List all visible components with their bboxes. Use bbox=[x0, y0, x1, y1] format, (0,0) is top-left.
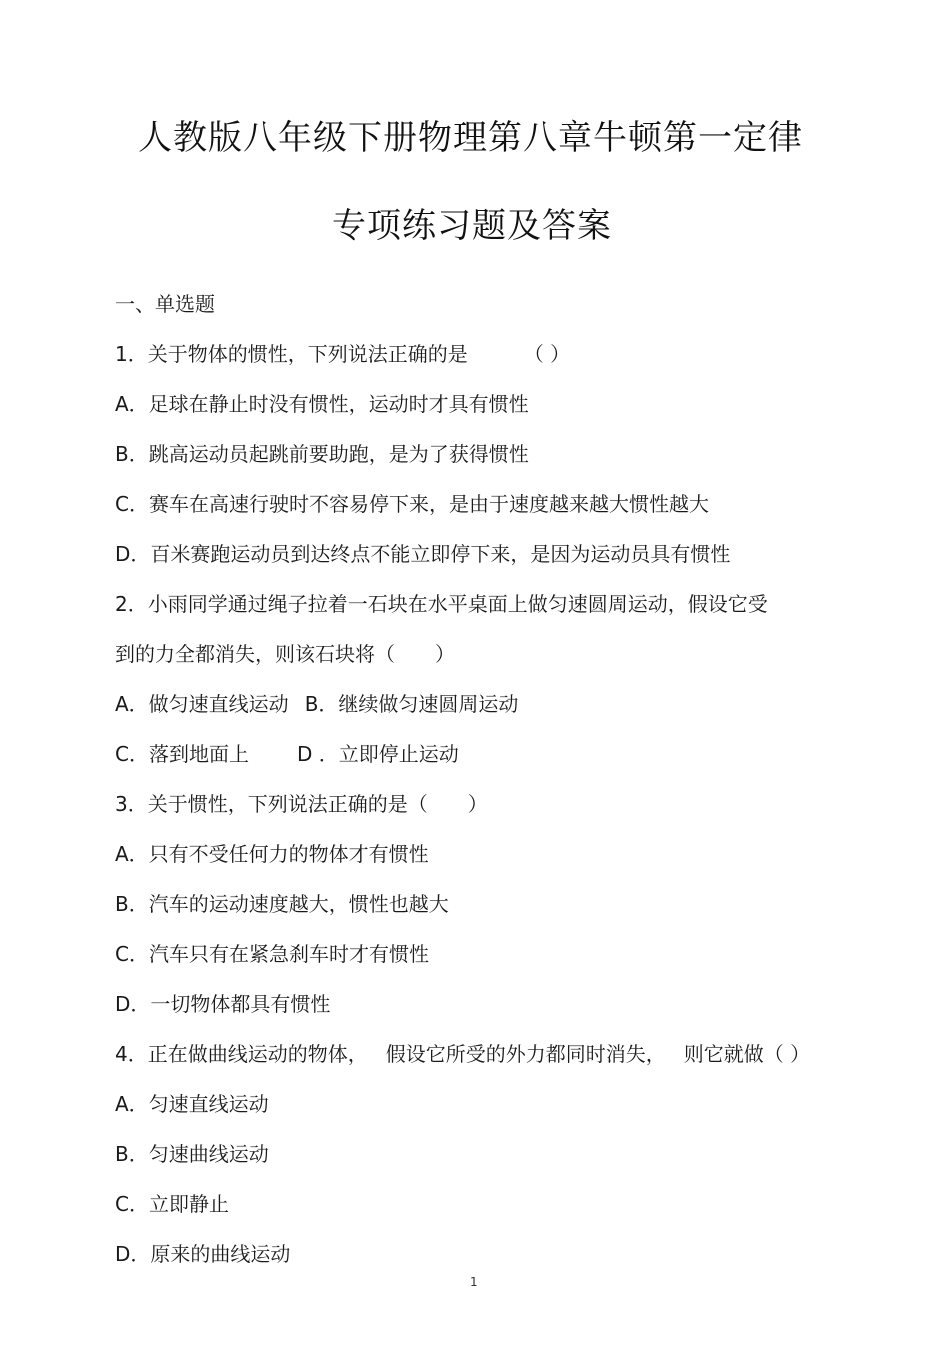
question-4-option-c: C．立即静止 bbox=[115, 1192, 229, 1216]
question-1-option-d: D．百米赛跑运动员到达终点不能立即停下来，是因为运动员具有惯性 bbox=[115, 542, 731, 566]
page-number: 1 bbox=[470, 1275, 478, 1289]
section-heading: 一、单选题 bbox=[115, 292, 215, 316]
document-title-line-2: 专项练习题及答案 bbox=[332, 206, 612, 246]
question-3-option-a: A．只有不受任何力的物体才有惯性 bbox=[115, 842, 429, 866]
question-3-option-d: D．一切物体都具有惯性 bbox=[115, 992, 331, 1016]
question-4-stem bbox=[115, 1038, 810, 1067]
question-1-option-b: B．跳高运动员起跳前要助跑，是为了获得惯性 bbox=[115, 442, 529, 466]
question-2-option-c: C．落到地面上 bbox=[115, 742, 249, 766]
document-title-line-1: 人教版八年级下册物理第八章牛顿第一定律 bbox=[138, 118, 803, 158]
question-3-stem: 3．关于惯性，下列说法正确的是（ ） bbox=[115, 792, 488, 816]
question-1-option-a: A．足球在静止时没有惯性，运动时才具有惯性 bbox=[115, 392, 529, 416]
question-4-option-b: B．匀速曲线运动 bbox=[115, 1142, 269, 1166]
question-1-blank: （ ） bbox=[523, 342, 571, 366]
question-3-option-b: B．汽车的运动速度越大，惯性也越大 bbox=[115, 892, 449, 916]
question-1-text: 1．关于物体的惯性，下列说法正确的是 bbox=[115, 342, 468, 366]
question-4-text-part-2: 假设它所受的外力都同时消失， bbox=[385, 1042, 666, 1066]
question-2-option-d: D ．立即停止运动 bbox=[296, 742, 459, 766]
question-4-option-a: A．匀速直线运动 bbox=[115, 1092, 269, 1116]
question-2-option-a: A．做匀速直线运动 bbox=[115, 692, 289, 716]
question-2-stem-line-1: 2．小雨同学通过绳子拉着一石块在水平桌面上做匀速圆周运动，假设它受 bbox=[115, 592, 768, 616]
question-1-option-c: C．赛车在高速行驶时不容易停下来，是由于速度越来越大惯性越大 bbox=[115, 492, 709, 516]
question-2-options-row-2 bbox=[115, 738, 459, 767]
question-2-options-row-1 bbox=[115, 688, 518, 717]
question-2-option-b: B．继续做匀速圆周运动 bbox=[304, 692, 519, 716]
question-4-text-part-3: 则它就做（ ） bbox=[683, 1042, 811, 1066]
question-4-text-part-1: 4．正在做曲线运动的物体， bbox=[115, 1042, 368, 1066]
question-3-option-c: C．汽车只有在紧急刹车时才有惯性 bbox=[115, 942, 429, 966]
question-4-option-d: D．原来的曲线运动 bbox=[115, 1242, 291, 1266]
question-1-stem bbox=[115, 338, 570, 367]
question-2-stem-line-2: 到的力全都消失，则该石块将（ ） bbox=[115, 642, 455, 666]
